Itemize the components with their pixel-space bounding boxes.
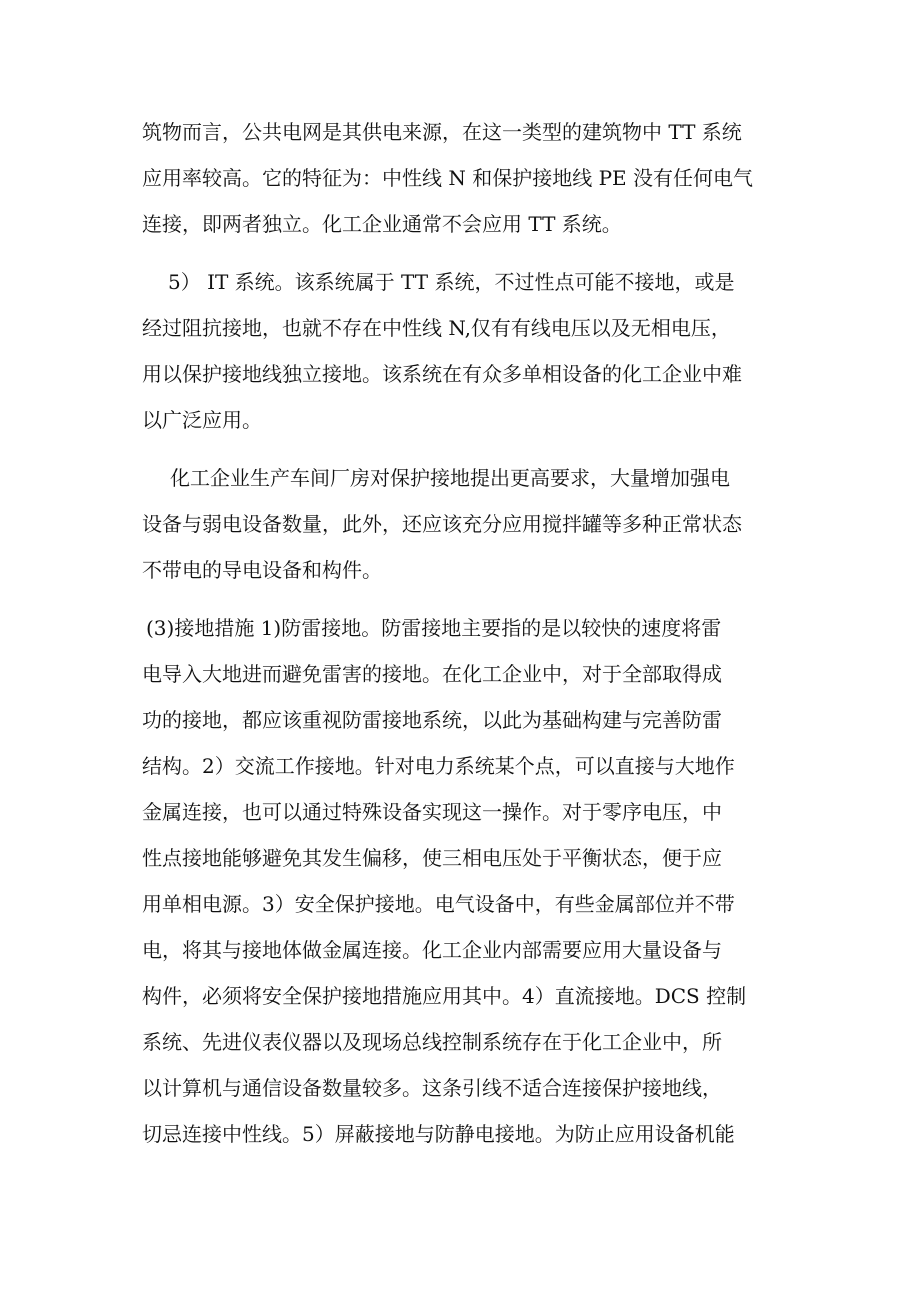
paragraph-gap bbox=[142, 247, 802, 259]
text-line: 金属连接，也可以通过特殊设备实现这一操作。对于零序电压，中 bbox=[142, 800, 722, 824]
text-line: 应用率较高。它的特征为：中性线 N 和保护接地线 PE 没有任何电气 bbox=[142, 166, 753, 190]
text-line: 系统、先进仪表仪器以及现场总线控制系统存在于化工企业中，所 bbox=[142, 1030, 722, 1054]
text-line: 用单相电源。3）安全保护接地。电气设备中，有些金属部位并不带 bbox=[142, 892, 735, 916]
document-body bbox=[142, 109, 802, 1157]
text-line: 切忌连接中性线。5）屏蔽接地与防静电接地。为防止应用设备机能 bbox=[142, 1122, 735, 1146]
paragraph-gap bbox=[142, 593, 802, 605]
paragraph-1 bbox=[142, 109, 802, 247]
paragraph-4 bbox=[142, 605, 802, 1157]
text-line: 筑物而言，公共电网是其供电来源，在这一类型的建筑物中 TT 系统 bbox=[142, 120, 742, 144]
text-line: 电导入大地进而避免雷害的接地。在化工企业中，对于全部取得成 bbox=[142, 662, 722, 686]
text-line: 用以保护接地线独立接地。该系统在有众多单相设备的化工企业中难 bbox=[142, 362, 742, 386]
text-line: 性点接地能够避免其发生偏移，使三相电压处于平衡状态，便于应 bbox=[142, 846, 722, 870]
text-line: 经过阻抗接地，也就不存在中性线 N,仅有有线电压以及无相电压， bbox=[142, 316, 731, 340]
text-line: 电，将其与接地体做金属连接。化工企业内部需要应用大量设备与 bbox=[142, 938, 722, 962]
paragraph-3 bbox=[142, 455, 802, 593]
text-line: 结构。2）交流工作接地。针对电力系统某个点，可以直接与大地作 bbox=[142, 754, 735, 778]
paragraph-gap bbox=[142, 443, 802, 455]
text-line: 不带电的导电设备和构件。 bbox=[142, 558, 382, 582]
text-line: 设备与弱电设备数量，此外，还应该充分应用搅拌罐等多种正常状态 bbox=[142, 512, 742, 536]
text-line: 以计算机与通信设备数量较多。这条引线不适合连接保护接地线， bbox=[142, 1076, 722, 1100]
text-line: (3)接地措施 1)防雷接地。防雷接地主要指的是以较快的速度将雷 bbox=[146, 616, 722, 640]
text-line: 化工企业生产车间厂房对保护接地提出更高要求，大量增加强电 bbox=[170, 466, 730, 490]
text-line: 5） IT 系统。该系统属于 TT 系统，不过性点可能不接地，或是 bbox=[168, 270, 735, 294]
paragraph-2 bbox=[142, 259, 802, 443]
text-line: 以广泛应用。 bbox=[142, 408, 262, 432]
text-line: 构件，必须将安全保护接地措施应用其中。4）直流接地。DCS 控制 bbox=[142, 984, 747, 1008]
text-line: 连接，即两者独立。化工企业通常不会应用 TT 系统。 bbox=[142, 212, 622, 236]
text-line: 功的接地，都应该重视防雷接地系统，以此为基础构建与完善防雷 bbox=[142, 708, 722, 732]
